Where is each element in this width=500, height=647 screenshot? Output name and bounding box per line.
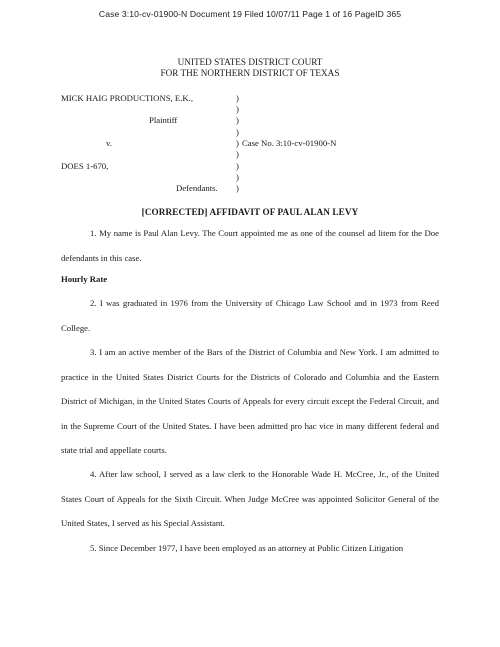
caption-paren: ) (236, 93, 239, 103)
paragraph-2: 2. I was graduated in 1976 from the University of Chicago Law School and in 1973 from Reed College. (61, 298, 439, 333)
caption-paren: ) (236, 149, 239, 159)
caption-paren: ) (236, 115, 239, 125)
defendant-name: DOES 1-670, (61, 161, 109, 171)
court-name: UNITED STATES DISTRICT COURT (177, 57, 323, 67)
paragraph-4: 4. After law school, I served as a law clerk to the Honorable Wade H. McCree, Jr., of the United States Court of Appeals for the Sixth Circuit. When Judge McCree was appointed Solicitor General of the United States, I served as his Special Assistant. (61, 469, 439, 528)
paragraph-1: 1. My name is Paul Alan Levy. The Court appointed me as one of the counsel ad litem for the Doe defendants in this case. (61, 228, 439, 263)
court-district: FOR THE NORTHERN DISTRICT OF TEXAS (160, 68, 340, 78)
case-number: Case No. 3:10-cv-01900-N (242, 138, 337, 148)
caption-paren: ) (236, 127, 239, 137)
court-heading (0, 57, 500, 79)
paragraph-5: 5. Since December 1977, I have been employed as an attorney at Public Citizen Litigation (90, 543, 404, 553)
plaintiff-name: MICK HAIG PRODUCTIONS, E.K., (61, 93, 194, 103)
plaintiff-label: Plaintiff (149, 115, 178, 125)
defendant-label: Defendants. (176, 183, 218, 193)
caption-paren: ) (236, 161, 239, 171)
caption-paren: ) (236, 183, 239, 193)
document-title: [CORRECTED] AFFIDAVIT OF PAUL ALAN LEVY (141, 207, 359, 217)
caption-paren: ) (236, 172, 239, 182)
caption-paren: ) (236, 138, 239, 148)
versus-label: v. (106, 138, 112, 148)
section-heading-hourly-rate: Hourly Rate (61, 274, 108, 284)
case-caption (61, 93, 461, 193)
paragraph-3: 3. I am an active member of the Bars of the District of Columbia and New York. I am admitted to practice in the United States District Courts for the Districts of Colorado and Columbia and the Eastern District of Michigan, in the United States Courts of Appeals for every circuit except the Federal Circuit, and in the Supreme Court of the United States. I have been admitted pro hac vice in many different federal and state trial and appellate courts. (61, 347, 439, 455)
ecf-header-stamp: Case 3:10-cv-01900-N Document 19 Filed 10/07/11 Page 1 of 16 PageID 365 (98, 9, 402, 19)
caption-paren: ) (236, 104, 239, 114)
